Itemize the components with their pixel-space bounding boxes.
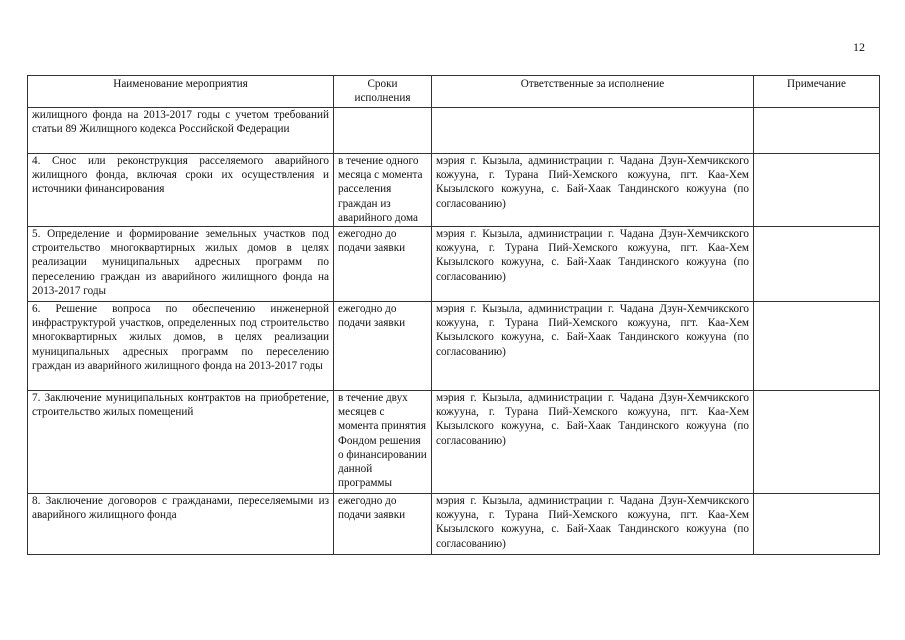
header-term: Сроки исполнения	[334, 76, 432, 108]
cell-term: ежегодно до подачи заявки	[334, 494, 432, 555]
cell-responsible: мэрия г. Кызыла, администрации г. Чадана Дзун-Хемчикского кожууна, г. Турана Пий-Хемского кожууна, пгт. Каа-Хем Кызылского кожууна, с. Бай-Хаак Тандинского кожууна (по согласованию)	[432, 302, 754, 391]
measures-table	[27, 75, 880, 555]
header-note: Примечание	[754, 76, 880, 108]
table-row	[28, 302, 880, 391]
table-row	[28, 494, 880, 555]
table-row	[28, 227, 880, 302]
page-number: 12	[853, 40, 865, 54]
cell-name: 5. Определение и формирование земельных участков под строительство многоквартирных жилых домов в целях реализации муниципальных адресных программ по переселению граждан из аварийного жилищного фонда на 2013-2017 годы	[28, 227, 334, 302]
cell-name: 4. Снос или реконструкция расселяемого аварийного жилищного фонда, включая сроки их осуществления и источники финансирования	[28, 154, 334, 227]
cell-note	[754, 154, 880, 227]
table-row	[28, 154, 880, 227]
cell-name: 7. Заключение муниципальных контрактов на приобретение, строительство жилых помещений	[28, 391, 334, 494]
cell-note	[754, 391, 880, 494]
cell-note	[754, 494, 880, 555]
cell-note	[754, 302, 880, 391]
cell-name: жилищного фонда на 2013-2017 годы с учетом требований статьи 89 Жилищного кодекса Российской Федерации	[28, 108, 334, 154]
cell-responsible	[432, 108, 754, 154]
cell-term: в течение двух месяцев с момента принятия Фондом решения о финансировании данной программы	[334, 391, 432, 494]
cell-note	[754, 227, 880, 302]
cell-note	[754, 108, 880, 154]
cell-responsible: мэрия г. Кызыла, администрации г. Чадана Дзун-Хемчикского кожууна, г. Турана Пий-Хемского кожууна, пгт. Каа-Хем Кызылского кожууна, с. Бай-Хаак Тандинского кожууна (по согласованию)	[432, 494, 754, 555]
cell-responsible: мэрия г. Кызыла, администрации г. Чадана Дзун-Хемчикского кожууна, г. Турана Пий-Хемского кожууна, пгт. Каа-Хем Кызылского кожууна, с. Бай-Хаак Тандинского кожууна (по согласованию)	[432, 391, 754, 494]
cell-name: 6. Решение вопроса по обеспечению инженерной инфраструктурой участков, определенных под строительство многоквартирных жилых домов, в целях реализации муниципальных адресных программ по переселению граждан из аварийного жилищного фонда на 2013-2017 годы	[28, 302, 334, 391]
cell-responsible: мэрия г. Кызыла, администрации г. Чадана Дзун-Хемчикского кожууна, г. Турана Пий-Хемского кожууна, пгт. Каа-Хем Кызылского кожууна, с. Бай-Хаак Тандинского кожууна (по согласованию)	[432, 227, 754, 302]
cell-name: 8. Заключение договоров с гражданами, переселяемыми из аварийного жилищного фонда	[28, 494, 334, 555]
cell-term	[334, 108, 432, 154]
table-row	[28, 391, 880, 494]
header-responsible: Ответственные за исполнение	[432, 76, 754, 108]
table-row	[28, 108, 880, 154]
cell-term: ежегодно до подачи заявки	[334, 227, 432, 302]
cell-term: ежегодно до подачи заявки	[334, 302, 432, 391]
cell-term: в течение одного месяца с момента расселения граждан из аварийного дома	[334, 154, 432, 227]
header-name: Наименование мероприятия	[28, 76, 334, 108]
cell-responsible: мэрия г. Кызыла, администрации г. Чадана Дзун-Хемчикского кожууна, г. Турана Пий-Хемского кожууна, пгт. Каа-Хем Кызылского кожууна, с. Бай-Хаак Тандинского кожууна (по согласованию)	[432, 154, 754, 227]
table-header-row	[28, 76, 880, 108]
